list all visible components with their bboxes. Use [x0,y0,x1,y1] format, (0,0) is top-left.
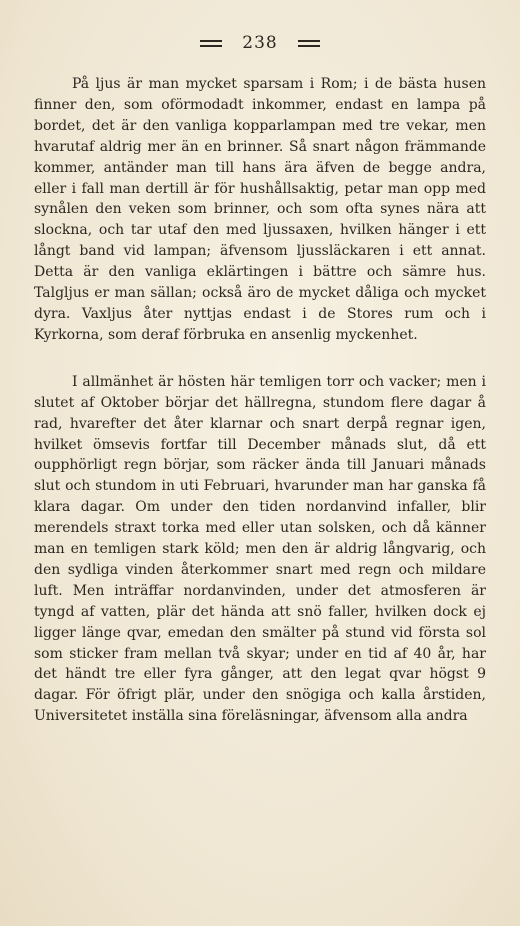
page-header [34,30,486,56]
page-number: 238 [242,33,278,53]
header-rule-left [200,40,222,47]
paragraph-lighting: På ljus är man mycket sparsam i Rom; i de bästa husen finner den, som oförmodadt inkommer, endast en lampa på bordet, det är den vanliga kopparlampan med tre vekar, men hvarutaf aldrig mer än en brinner. Så snart någon främmande kommer, antänder man till hans ära äfven de begge andra, eller i fall man dertill är för hushållsaktig, petar man opp med synålen den veken som brinner, och som ofta synes nära att slockna, och tar utaf den med ljussaxen, hvilken hänger i ett långt band vid lampan; äfvensom ljussläckaren i ett annat. Detta är den vanliga eklärtingen i bättre och sämre hus. Talgljus er man sällan; också äro de mycket dåliga och mycket dyra. Vaxljus åter nyttjas endast i de Stores rum och i Kyrkorna, som deraf förbruka en ansenlig myckenhet. [34,76,486,343]
header-rule-right [298,40,320,47]
paragraph-weather: I allmänhet är hösten här temligen torr och vacker; men i slutet af Oktober börjar det hällregna, stundom flere dagar å rad, hvarefter det åter klarnar och snart derpå regnar igen, hvilket ömsevis fortfar till December månads slut, då ett oupphörligt regn börjar, som räcker ända till Januari månads slut och stundom in uti Februari, hvarunder man har ganska få klara dagar. Om under den tiden nordanvind infaller, blir merendels straxt torka med eller utan solsken, och då känner man en temligen stark köld; men den är aldrig långvarig, och den sydliga vinden återkommer snart med regn och mildare luft. Men inträffar nordanvinden, under det atmosferen är tyngd af vatten, plär det hända att snö faller, hvilken dock ej ligger länge qvar, emedan den smälter på stund vid första sol som sticker fram mellan två skyar; under en tid af 40 år, har det händt tre eller fyra gånger, att den legat qvar högst 9 dagar. För öfrigt plär, under den snögiga och kalla årstiden, Universitetet inställa sina föreläsningar, äfvensom alla andra [34,373,486,725]
